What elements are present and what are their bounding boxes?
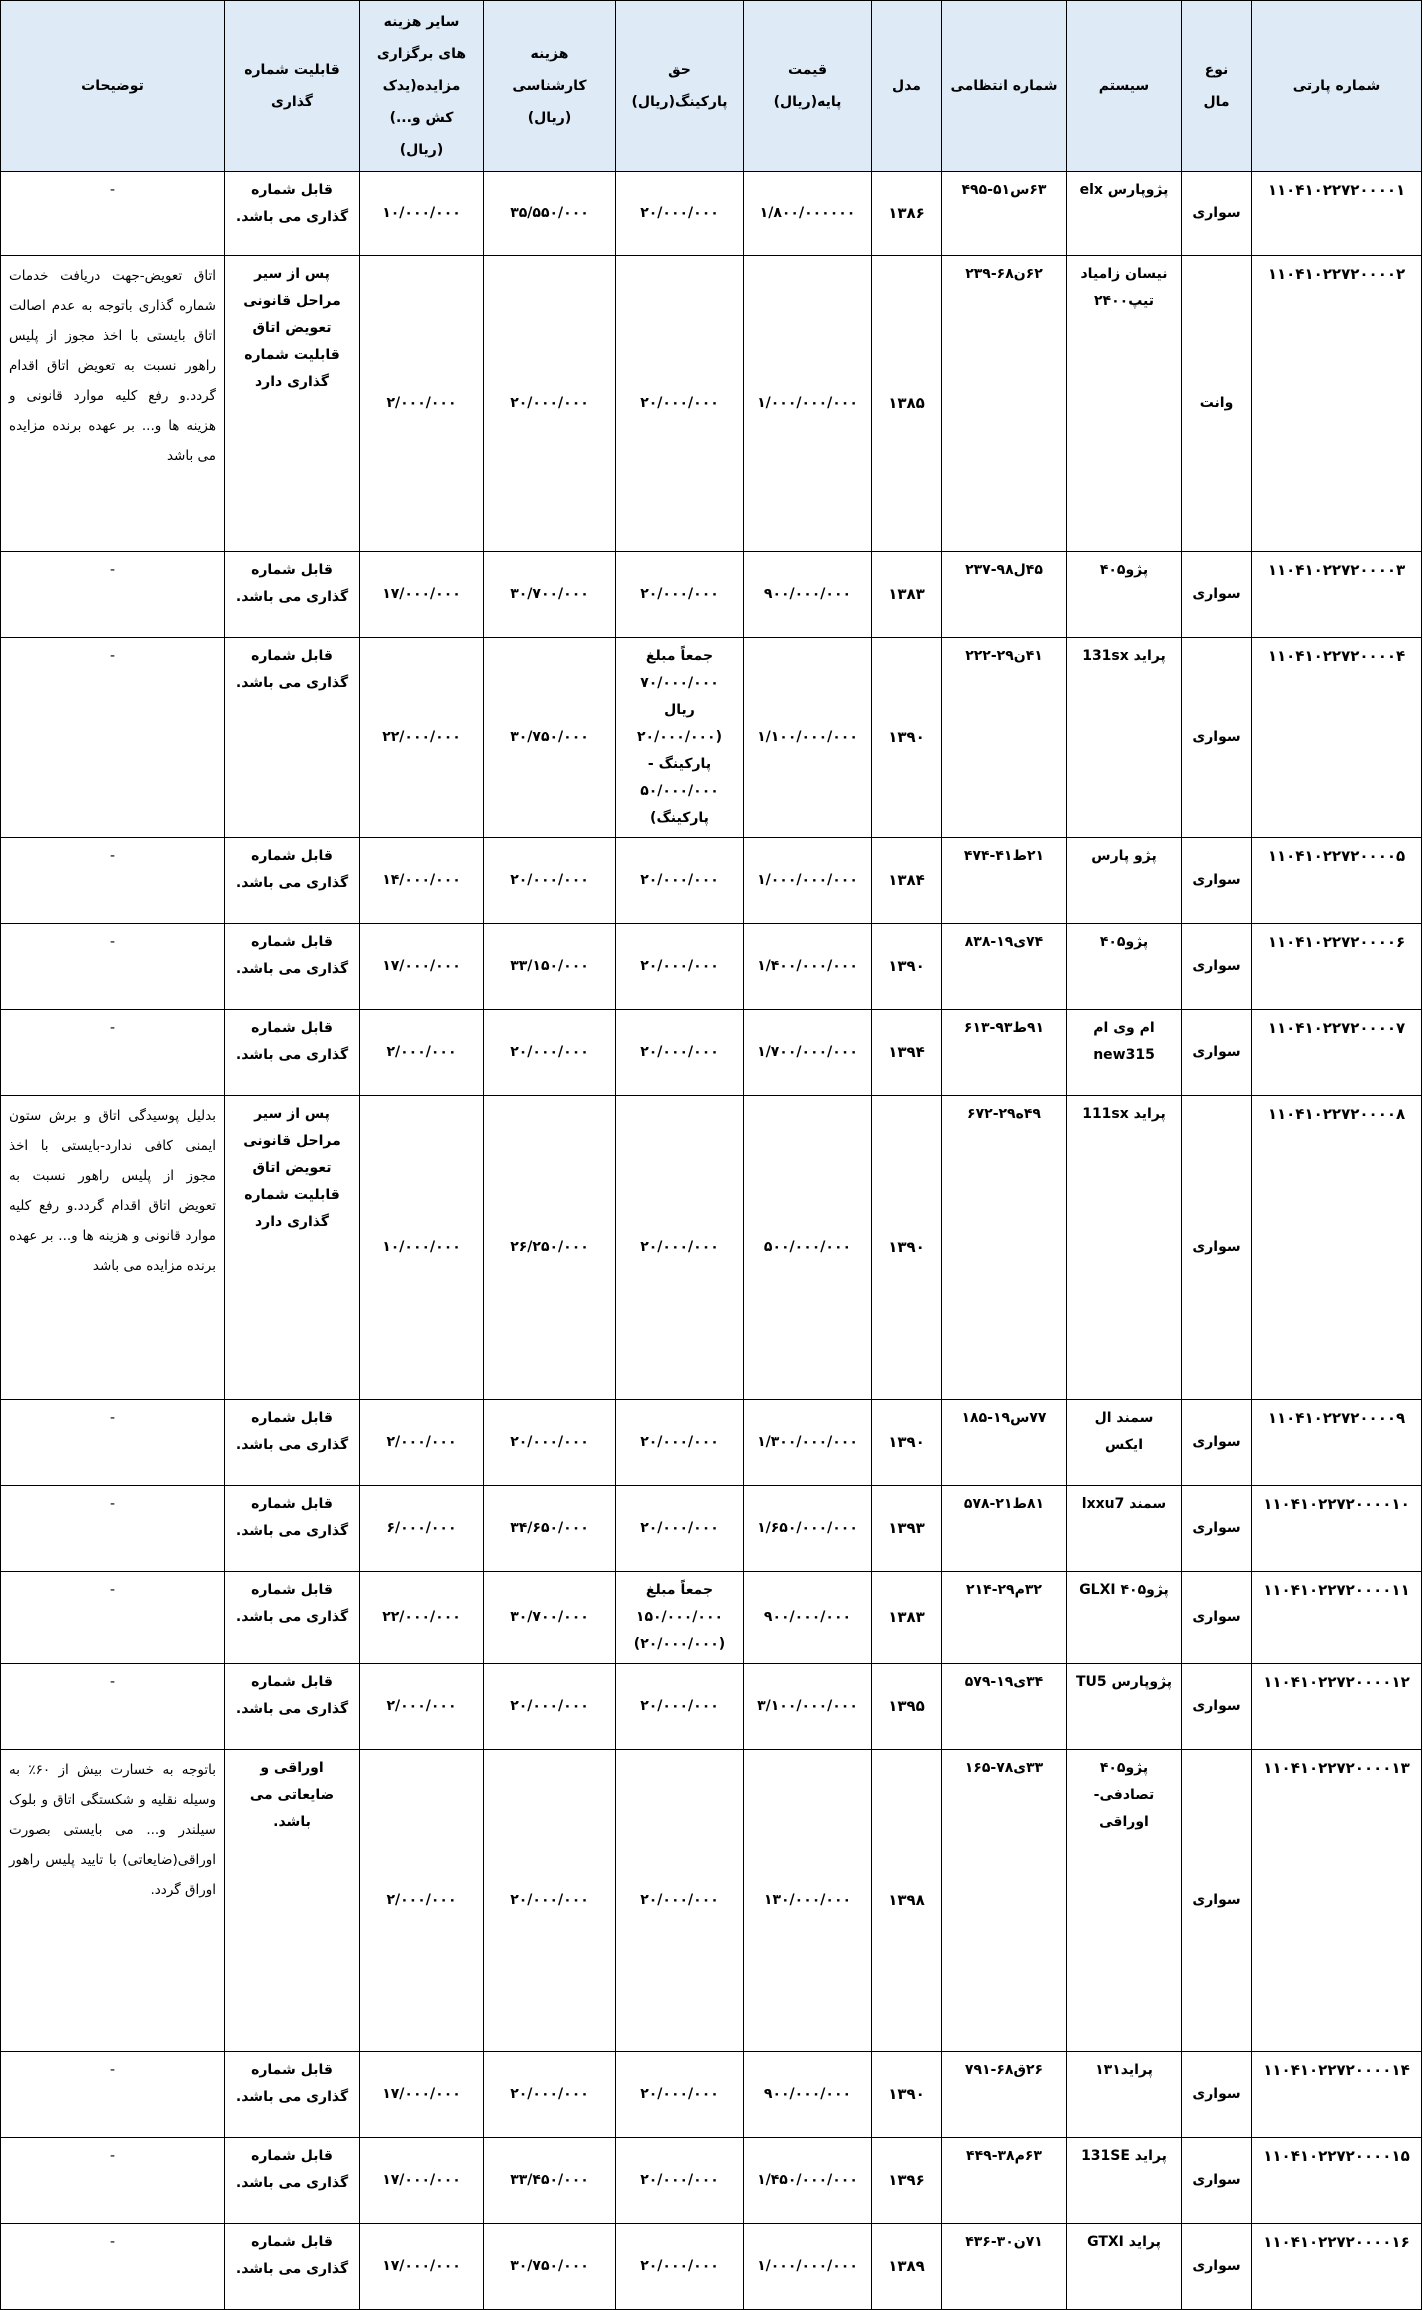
cell-registration: قابل شماره گذاری می باشد. (225, 1010, 360, 1096)
cell-lot: ۱۱۰۴۱۰۲۲۷۲۰۰۰۰۱ (1252, 172, 1422, 256)
cell-expert-fee: ۳۳/۱۵۰/۰۰۰ (484, 924, 616, 1010)
cell-model: ۱۳۸۶ (872, 172, 942, 256)
cell-lot: ۱۱۰۴۱۰۲۲۷۲۰۰۰۰۱۵ (1252, 2138, 1422, 2224)
cell-other-fees: ۲/۰۰۰/۰۰۰ (360, 1664, 484, 1750)
cell-system: سمند ال ایکس (1067, 1400, 1182, 1486)
header-registration: قابلیت شماره گذاری (225, 1, 360, 172)
cell-system: پراید 131sx (1067, 638, 1182, 838)
cell-expert-fee: ۳۰/۷۵۰/۰۰۰ (484, 638, 616, 838)
cell-plate: ۳۳ی۷۸-۱۶۵ (942, 1750, 1067, 2052)
cell-model: ۱۳۹۰ (872, 1400, 942, 1486)
cell-registration: قابل شماره گذاری می باشد. (225, 2224, 360, 2310)
cell-notes: - (1, 1664, 225, 1750)
cell-type: سواری (1182, 838, 1252, 924)
cell-base-price: ۱/۱۰۰/۰۰۰/۰۰۰ (744, 638, 872, 838)
cell-notes: - (1, 1572, 225, 1664)
cell-system: پژو۴۰۵ GLXI (1067, 1572, 1182, 1664)
cell-parking: ۲۰/۰۰۰/۰۰۰ (616, 1096, 744, 1400)
cell-other-fees: ۱۰/۰۰۰/۰۰۰ (360, 172, 484, 256)
cell-base-price: ۱/۰۰۰/۰۰۰/۰۰۰ (744, 256, 872, 552)
cell-base-price: ۱/۴۰۰/۰۰۰/۰۰۰ (744, 924, 872, 1010)
cell-parking: ۲۰/۰۰۰/۰۰۰ (616, 838, 744, 924)
cell-registration: قابل شماره گذاری می باشد. (225, 1486, 360, 1572)
cell-system: پژو۴۰۵ (1067, 552, 1182, 638)
cell-type: سواری (1182, 1750, 1252, 2052)
header-type: نوع مال (1182, 1, 1252, 172)
cell-plate: ۷۱ن۳۰-۴۳۶ (942, 2224, 1067, 2310)
cell-type: سواری (1182, 924, 1252, 1010)
cell-plate: ۴۵ل۹۸-۲۳۷ (942, 552, 1067, 638)
cell-expert-fee: ۲۰/۰۰۰/۰۰۰ (484, 1400, 616, 1486)
cell-system: سمند lxxu7 (1067, 1486, 1182, 1572)
cell-model: ۱۳۸۹ (872, 2224, 942, 2310)
cell-parking: ۲۰/۰۰۰/۰۰۰ (616, 1010, 744, 1096)
cell-system: پژو پارس (1067, 838, 1182, 924)
cell-plate: ۹۱ط۹۳-۶۱۳ (942, 1010, 1067, 1096)
table-row (1, 1750, 1422, 2052)
cell-system: پژوپارس elx (1067, 172, 1182, 256)
cell-model: ۱۳۹۵ (872, 1664, 942, 1750)
cell-system: نیسان زامیاد تیپ۲۴۰۰ (1067, 256, 1182, 552)
cell-plate: ۲۱ط۴۱-۴۷۴ (942, 838, 1067, 924)
cell-registration: قابل شماره گذاری می باشد. (225, 1400, 360, 1486)
cell-notes: - (1, 638, 225, 838)
cell-registration: قابل شماره گذاری می باشد. (225, 1572, 360, 1664)
cell-base-price: ۱/۴۵۰/۰۰۰/۰۰۰ (744, 2138, 872, 2224)
cell-lot: ۱۱۰۴۱۰۲۲۷۲۰۰۰۰۵ (1252, 838, 1422, 924)
cell-expert-fee: ۳۰/۷۰۰/۰۰۰ (484, 552, 616, 638)
cell-other-fees: ۱۴/۰۰۰/۰۰۰ (360, 838, 484, 924)
cell-model: ۱۳۹۰ (872, 2052, 942, 2138)
cell-other-fees: ۱۰/۰۰۰/۰۰۰ (360, 1096, 484, 1400)
table-row (1, 2224, 1422, 2310)
cell-plate: ۳۲م۲۹-۲۱۴ (942, 1572, 1067, 1664)
table-row (1, 838, 1422, 924)
cell-registration: قابل شماره گذاری می باشد. (225, 838, 360, 924)
cell-parking: ۲۰/۰۰۰/۰۰۰ (616, 2224, 744, 2310)
cell-parking: ۲۰/۰۰۰/۰۰۰ (616, 172, 744, 256)
cell-other-fees: ۱۷/۰۰۰/۰۰۰ (360, 2224, 484, 2310)
cell-parking: ۲۰/۰۰۰/۰۰۰ (616, 924, 744, 1010)
cell-base-price: ۱/۷۰۰/۰۰۰/۰۰۰ (744, 1010, 872, 1096)
cell-model: ۱۳۸۳ (872, 1572, 942, 1664)
table-row (1, 924, 1422, 1010)
cell-type: وانت (1182, 256, 1252, 552)
cell-registration: قابل شماره گذاری می باشد. (225, 172, 360, 256)
table-row (1, 1096, 1422, 1400)
cell-parking: ۲۰/۰۰۰/۰۰۰ (616, 256, 744, 552)
cell-plate: ۲۶ق۶۸-۷۹۱ (942, 2052, 1067, 2138)
cell-notes: - (1, 172, 225, 256)
cell-lot: ۱۱۰۴۱۰۲۲۷۲۰۰۰۰۹ (1252, 1400, 1422, 1486)
cell-base-price: ۵۰۰/۰۰۰/۰۰۰ (744, 1096, 872, 1400)
cell-base-price: ۹۰۰/۰۰۰/۰۰۰ (744, 1572, 872, 1664)
table-row (1, 172, 1422, 256)
cell-base-price: ۱۳۰/۰۰۰/۰۰۰ (744, 1750, 872, 2052)
header-expert-fee: هزینه کارشناسی (ریال) (484, 1, 616, 172)
cell-expert-fee: ۲۰/۰۰۰/۰۰۰ (484, 256, 616, 552)
cell-expert-fee: ۲۶/۲۵۰/۰۰۰ (484, 1096, 616, 1400)
cell-base-price: ۹۰۰/۰۰۰/۰۰۰ (744, 2052, 872, 2138)
cell-base-price: ۳/۱۰۰/۰۰۰/۰۰۰ (744, 1664, 872, 1750)
cell-lot: ۱۱۰۴۱۰۲۲۷۲۰۰۰۰۳ (1252, 552, 1422, 638)
cell-type: سواری (1182, 2052, 1252, 2138)
cell-parking: ۲۰/۰۰۰/۰۰۰ (616, 1750, 744, 2052)
cell-expert-fee: ۳۴/۶۵۰/۰۰۰ (484, 1486, 616, 1572)
cell-other-fees: ۲/۰۰۰/۰۰۰ (360, 1750, 484, 2052)
cell-system: پراید 131SE (1067, 2138, 1182, 2224)
cell-base-price: ۱/۶۵۰/۰۰۰/۰۰۰ (744, 1486, 872, 1572)
cell-lot: ۱۱۰۴۱۰۲۲۷۲۰۰۰۰۱۴ (1252, 2052, 1422, 2138)
cell-plate: ۶۳م۳۸-۴۴۹ (942, 2138, 1067, 2224)
header-plate: شماره انتظامی (942, 1, 1067, 172)
table-row (1, 1486, 1422, 1572)
cell-lot: ۱۱۰۴۱۰۲۲۷۲۰۰۰۰۱۲ (1252, 1664, 1422, 1750)
cell-other-fees: ۲۲/۰۰۰/۰۰۰ (360, 638, 484, 838)
cell-other-fees: ۱۷/۰۰۰/۰۰۰ (360, 552, 484, 638)
cell-plate: ۷۷س۱۹-۱۸۵ (942, 1400, 1067, 1486)
table-row (1, 1400, 1422, 1486)
cell-type: سواری (1182, 1400, 1252, 1486)
cell-other-fees: ۶/۰۰۰/۰۰۰ (360, 1486, 484, 1572)
cell-system: پراید 111sx (1067, 1096, 1182, 1400)
table-row (1, 552, 1422, 638)
cell-base-price: ۱/۸۰۰/۰۰۰۰۰۰ (744, 172, 872, 256)
table-row (1, 1572, 1422, 1664)
cell-plate: ۸۱ط۲۱-۵۷۸ (942, 1486, 1067, 1572)
header-row (1, 1, 1422, 172)
header-other-fees: سایر هزینه های برگزاری مزایده(یدک کش و...)(ریال) (360, 1, 484, 172)
cell-expert-fee: ۲۰/۰۰۰/۰۰۰ (484, 2052, 616, 2138)
table-row (1, 638, 1422, 838)
cell-base-price: ۹۰۰/۰۰۰/۰۰۰ (744, 552, 872, 638)
cell-notes: اتاق تعویض-جهت دریافت خدمات شماره گذاری باتوجه به عدم اصالت اتاق بایستی با اخذ مجوز از پلیس راهور نسبت به تعویض اتاق اقدام گردد.و رفع کلیه موارد قانونی و هزینه ها و... بر عهده برنده مزایده می باشد (1, 256, 225, 552)
cell-lot: ۱۱۰۴۱۰۲۲۷۲۰۰۰۰۱۱ (1252, 1572, 1422, 1664)
cell-notes: - (1, 2052, 225, 2138)
cell-model: ۱۳۸۳ (872, 552, 942, 638)
cell-parking: جمعاً مبلغ ۷۰/۰۰۰/۰۰۰ ریال (۲۰/۰۰۰/۰۰۰ پارکینگ - ۵۰/۰۰۰/۰۰۰ پارکینگ) (616, 638, 744, 838)
cell-plate: ۶۳س۵۱-۴۹۵ (942, 172, 1067, 256)
cell-other-fees: ۲/۰۰۰/۰۰۰ (360, 1400, 484, 1486)
cell-parking: ۲۰/۰۰۰/۰۰۰ (616, 1486, 744, 1572)
cell-system: پراید GTXI (1067, 2224, 1182, 2310)
table-row (1, 256, 1422, 552)
cell-expert-fee: ۳۵/۵۵۰/۰۰۰ (484, 172, 616, 256)
cell-other-fees: ۱۷/۰۰۰/۰۰۰ (360, 2052, 484, 2138)
cell-system: پژوپارس TU5 (1067, 1664, 1182, 1750)
cell-model: ۱۳۹۶ (872, 2138, 942, 2224)
header-lot: شماره پارتی (1252, 1, 1422, 172)
cell-model: ۱۳۹۳ (872, 1486, 942, 1572)
cell-type: سواری (1182, 172, 1252, 256)
cell-other-fees: ۱۷/۰۰۰/۰۰۰ (360, 924, 484, 1010)
cell-lot: ۱۱۰۴۱۰۲۲۷۲۰۰۰۰۱۶ (1252, 2224, 1422, 2310)
cell-model: ۱۳۹۴ (872, 1010, 942, 1096)
cell-expert-fee: ۲۰/۰۰۰/۰۰۰ (484, 1010, 616, 1096)
cell-expert-fee: ۳۰/۷۵۰/۰۰۰ (484, 2224, 616, 2310)
table-row (1, 1010, 1422, 1096)
cell-expert-fee: ۲۰/۰۰۰/۰۰۰ (484, 1664, 616, 1750)
cell-model: ۱۳۹۰ (872, 924, 942, 1010)
cell-base-price: ۱/۰۰۰/۰۰۰/۰۰۰ (744, 838, 872, 924)
cell-model: ۱۳۸۴ (872, 838, 942, 924)
header-parking: حق پارکینگ(ریال) (616, 1, 744, 172)
cell-base-price: ۱/۰۰۰/۰۰۰/۰۰۰ (744, 2224, 872, 2310)
cell-model: ۱۳۹۰ (872, 1096, 942, 1400)
cell-other-fees: ۱۷/۰۰۰/۰۰۰ (360, 2138, 484, 2224)
cell-notes: - (1, 1400, 225, 1486)
cell-lot: ۱۱۰۴۱۰۲۲۷۲۰۰۰۰۱۳ (1252, 1750, 1422, 2052)
cell-base-price: ۱/۳۰۰/۰۰۰/۰۰۰ (744, 1400, 872, 1486)
cell-type: سواری (1182, 2138, 1252, 2224)
cell-notes: - (1, 838, 225, 924)
cell-system: ام وی ام new315 (1067, 1010, 1182, 1096)
cell-lot: ۱۱۰۴۱۰۲۲۷۲۰۰۰۰۶ (1252, 924, 1422, 1010)
cell-expert-fee: ۳۰/۷۰۰/۰۰۰ (484, 1572, 616, 1664)
cell-lot: ۱۱۰۴۱۰۲۲۷۲۰۰۰۰۴ (1252, 638, 1422, 838)
cell-expert-fee: ۲۰/۰۰۰/۰۰۰ (484, 1750, 616, 2052)
cell-registration: قابل شماره گذاری می باشد. (225, 638, 360, 838)
cell-lot: ۱۱۰۴۱۰۲۲۷۲۰۰۰۰۸ (1252, 1096, 1422, 1400)
cell-parking: جمعاً مبلغ ۱۵۰/۰۰۰/۰۰۰ (۲۰/۰۰۰/۰۰۰) (616, 1572, 744, 1664)
cell-type: سواری (1182, 2224, 1252, 2310)
cell-registration: قابل شماره گذاری می باشد. (225, 2052, 360, 2138)
cell-type: سواری (1182, 1572, 1252, 1664)
cell-registration: پس از سیر مراحل قانونی تعویض اتاق قابلیت شماره گذاری دارد (225, 256, 360, 552)
cell-notes: - (1, 2138, 225, 2224)
cell-lot: ۱۱۰۴۱۰۲۲۷۲۰۰۰۰۱۰ (1252, 1486, 1422, 1572)
cell-parking: ۲۰/۰۰۰/۰۰۰ (616, 552, 744, 638)
cell-system: پراید۱۳۱ (1067, 2052, 1182, 2138)
cell-model: ۱۳۹۸ (872, 1750, 942, 2052)
cell-notes: - (1, 1010, 225, 1096)
cell-parking: ۲۰/۰۰۰/۰۰۰ (616, 1664, 744, 1750)
cell-system: پژو۴۰۵ (1067, 924, 1182, 1010)
cell-notes: - (1, 2224, 225, 2310)
cell-expert-fee: ۳۳/۴۵۰/۰۰۰ (484, 2138, 616, 2224)
cell-parking: ۲۰/۰۰۰/۰۰۰ (616, 2052, 744, 2138)
cell-notes: - (1, 1486, 225, 1572)
cell-system: پژو۴۰۵ تصادفی-اوراقی (1067, 1750, 1182, 2052)
cell-registration: قابل شماره گذاری می باشد. (225, 552, 360, 638)
header-base-price: قیمت پایه(ریال) (744, 1, 872, 172)
cell-type: سواری (1182, 638, 1252, 838)
cell-registration: قابل شماره گذاری می باشد. (225, 2138, 360, 2224)
cell-notes: - (1, 552, 225, 638)
cell-plate: ۴۱ن۲۹-۲۲۲ (942, 638, 1067, 838)
cell-type: سواری (1182, 1096, 1252, 1400)
cell-parking: ۲۰/۰۰۰/۰۰۰ (616, 2138, 744, 2224)
table-row (1, 2052, 1422, 2138)
cell-lot: ۱۱۰۴۱۰۲۲۷۲۰۰۰۰۲ (1252, 256, 1422, 552)
cell-other-fees: ۲/۰۰۰/۰۰۰ (360, 1010, 484, 1096)
cell-notes: باتوجه به خسارت بیش از ۶۰٪ به وسیله نقلیه و شکستگی اتاق و بلوک سیلندر و... می بایستی بصورت اوراقی(ضایعاتی) با تایید پلیس راهور اوراق گردد. (1, 1750, 225, 2052)
cell-type: سواری (1182, 1010, 1252, 1096)
cell-type: سواری (1182, 1486, 1252, 1572)
cell-other-fees: ۲/۰۰۰/۰۰۰ (360, 256, 484, 552)
cell-other-fees: ۲۲/۰۰۰/۰۰۰ (360, 1572, 484, 1664)
header-model: مدل (872, 1, 942, 172)
cell-type: سواری (1182, 552, 1252, 638)
cell-notes: بدلیل پوسیدگی اتاق و برش ستون ایمنی کافی ندارد-بایستی با اخذ مجوز از پلیس راهور نسبت به تعویض اتاق اقدام گردد.و رفع کلیه موارد قانونی و هزینه ها و... بر عهده برنده مزایده می باشد (1, 1096, 225, 1400)
cell-registration: قابل شماره گذاری می باشد. (225, 924, 360, 1010)
cell-parking: ۲۰/۰۰۰/۰۰۰ (616, 1400, 744, 1486)
cell-registration: پس از سیر مراحل قانونی تعویض اتاق قابلیت شماره گذاری دارد (225, 1096, 360, 1400)
cell-plate: ۶۲ن۶۸-۲۳۹ (942, 256, 1067, 552)
cell-notes: - (1, 924, 225, 1010)
cell-lot: ۱۱۰۴۱۰۲۲۷۲۰۰۰۰۷ (1252, 1010, 1422, 1096)
cell-registration: قابل شماره گذاری می باشد. (225, 1664, 360, 1750)
table-row (1, 2138, 1422, 2224)
cell-registration: اوراقی و ضایعاتی می باشد. (225, 1750, 360, 2052)
cell-expert-fee: ۲۰/۰۰۰/۰۰۰ (484, 838, 616, 924)
header-notes: توضیحات (1, 1, 225, 172)
cell-model: ۱۳۸۵ (872, 256, 942, 552)
cell-type: سواری (1182, 1664, 1252, 1750)
header-system: سیستم (1067, 1, 1182, 172)
table-row (1, 1664, 1422, 1750)
cell-plate: ۷۴ی۱۹-۸۳۸ (942, 924, 1067, 1010)
cell-plate: ۴۹ه۲۹-۶۷۲ (942, 1096, 1067, 1400)
cell-model: ۱۳۹۰ (872, 638, 942, 838)
cell-plate: ۳۴ی۱۹-۵۷۹ (942, 1664, 1067, 1750)
